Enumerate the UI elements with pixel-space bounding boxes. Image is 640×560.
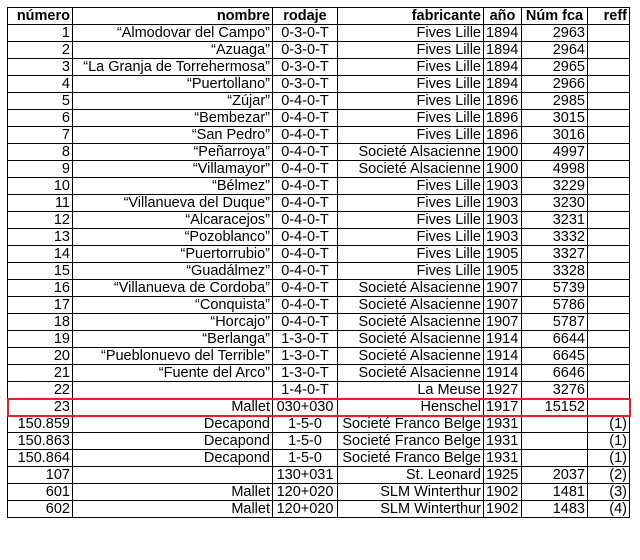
cell-fabricante: Societé Alsacienne bbox=[338, 144, 484, 161]
cell-fabricante: Fives Lille bbox=[338, 212, 484, 229]
header-anio: año bbox=[484, 8, 522, 25]
cell-fabricante: Fives Lille bbox=[338, 178, 484, 195]
cell-reff bbox=[588, 144, 630, 161]
cell-reff bbox=[588, 212, 630, 229]
cell-anio: 1914 bbox=[484, 365, 522, 382]
cell-numero: 107 bbox=[8, 467, 73, 484]
cell-anio: 1902 bbox=[484, 484, 522, 501]
cell-anio: 1902 bbox=[484, 501, 522, 518]
cell-anio: 1905 bbox=[484, 246, 522, 263]
cell-rodaje: 1-5-0 bbox=[273, 450, 338, 467]
cell-num_fca bbox=[522, 433, 588, 450]
cell-anio: 1896 bbox=[484, 127, 522, 144]
cell-reff bbox=[588, 382, 630, 399]
cell-num_fca bbox=[522, 450, 588, 467]
table-row bbox=[8, 331, 630, 348]
cell-num_fca: 1483 bbox=[522, 501, 588, 518]
cell-fabricante: Fives Lille bbox=[338, 93, 484, 110]
cell-numero: 6 bbox=[8, 110, 73, 127]
cell-rodaje: 0-3-0-T bbox=[273, 59, 338, 76]
header-row bbox=[8, 8, 630, 25]
cell-numero: 15 bbox=[8, 263, 73, 280]
cell-rodaje: 120+020 bbox=[273, 501, 338, 518]
cell-fabricante: Fives Lille bbox=[338, 59, 484, 76]
cell-reff bbox=[588, 76, 630, 93]
cell-anio: 1905 bbox=[484, 263, 522, 280]
locomotive-table-container bbox=[7, 7, 630, 518]
cell-fabricante: Fives Lille bbox=[338, 246, 484, 263]
table-row bbox=[8, 161, 630, 178]
cell-rodaje: 0-4-0-T bbox=[273, 161, 338, 178]
cell-anio: 1931 bbox=[484, 433, 522, 450]
cell-reff: (3) bbox=[588, 484, 630, 501]
cell-anio: 1894 bbox=[484, 59, 522, 76]
cell-num_fca: 2964 bbox=[522, 42, 588, 59]
table-row bbox=[8, 263, 630, 280]
cell-num_fca bbox=[522, 416, 588, 433]
cell-anio: 1900 bbox=[484, 144, 522, 161]
cell-anio: 1896 bbox=[484, 93, 522, 110]
cell-reff bbox=[588, 229, 630, 246]
table-row bbox=[8, 59, 630, 76]
cell-numero: 2 bbox=[8, 42, 73, 59]
cell-anio: 1903 bbox=[484, 195, 522, 212]
cell-reff bbox=[588, 280, 630, 297]
cell-num_fca: 3328 bbox=[522, 263, 588, 280]
cell-fabricante: Fives Lille bbox=[338, 25, 484, 42]
cell-num_fca: 4997 bbox=[522, 144, 588, 161]
cell-nombre bbox=[73, 382, 273, 399]
cell-reff bbox=[588, 161, 630, 178]
cell-num_fca: 2037 bbox=[522, 467, 588, 484]
cell-numero: 13 bbox=[8, 229, 73, 246]
cell-num_fca: 6644 bbox=[522, 331, 588, 348]
cell-reff bbox=[588, 25, 630, 42]
cell-num_fca: 4998 bbox=[522, 161, 588, 178]
cell-nombre: “Puertorrubio” bbox=[73, 246, 273, 263]
table-row bbox=[8, 399, 630, 416]
table-row bbox=[8, 212, 630, 229]
cell-rodaje: 0-4-0-T bbox=[273, 246, 338, 263]
cell-fabricante: Fives Lille bbox=[338, 42, 484, 59]
cell-num_fca: 5739 bbox=[522, 280, 588, 297]
table-row bbox=[8, 280, 630, 297]
cell-num_fca: 3332 bbox=[522, 229, 588, 246]
cell-numero: 3 bbox=[8, 59, 73, 76]
table-row bbox=[8, 501, 630, 518]
cell-reff bbox=[588, 263, 630, 280]
cell-nombre: Mallet bbox=[73, 484, 273, 501]
cell-nombre: “Zújar” bbox=[73, 93, 273, 110]
header-numero: número bbox=[8, 8, 73, 25]
cell-nombre: “Pueblonuevo del Terrible” bbox=[73, 348, 273, 365]
header-num-fca: Núm fca bbox=[522, 8, 588, 25]
cell-rodaje: 0-4-0-T bbox=[273, 195, 338, 212]
cell-nombre: “Alcaracejos” bbox=[73, 212, 273, 229]
cell-nombre: “La Granja de Torrehermosa” bbox=[73, 59, 273, 76]
cell-nombre: “Almodovar del Campo” bbox=[73, 25, 273, 42]
cell-reff bbox=[588, 127, 630, 144]
cell-num_fca: 3016 bbox=[522, 127, 588, 144]
table-row bbox=[8, 416, 630, 433]
table-row bbox=[8, 314, 630, 331]
cell-anio: 1925 bbox=[484, 467, 522, 484]
cell-reff bbox=[588, 178, 630, 195]
cell-nombre: Decapond bbox=[73, 433, 273, 450]
cell-anio: 1903 bbox=[484, 229, 522, 246]
cell-anio: 1907 bbox=[484, 280, 522, 297]
cell-fabricante: Fives Lille bbox=[338, 76, 484, 93]
cell-numero: 150.859 bbox=[8, 416, 73, 433]
cell-fabricante: Societé Alsacienne bbox=[338, 161, 484, 178]
cell-rodaje: 0-4-0-T bbox=[273, 144, 338, 161]
cell-numero: 20 bbox=[8, 348, 73, 365]
cell-reff bbox=[588, 110, 630, 127]
cell-numero: 150.863 bbox=[8, 433, 73, 450]
table-row bbox=[8, 25, 630, 42]
cell-rodaje: 0-4-0-T bbox=[273, 127, 338, 144]
cell-numero: 14 bbox=[8, 246, 73, 263]
cell-num_fca: 15152 bbox=[522, 399, 588, 416]
cell-fabricante: La Meuse bbox=[338, 382, 484, 399]
cell-numero: 12 bbox=[8, 212, 73, 229]
cell-num_fca: 2966 bbox=[522, 76, 588, 93]
cell-rodaje: 1-5-0 bbox=[273, 433, 338, 450]
cell-nombre: “Guadálmez” bbox=[73, 263, 273, 280]
cell-anio: 1914 bbox=[484, 348, 522, 365]
table-row bbox=[8, 433, 630, 450]
cell-rodaje: 0-3-0-T bbox=[273, 76, 338, 93]
cell-reff bbox=[588, 331, 630, 348]
locomotive-table bbox=[7, 7, 630, 518]
cell-numero: 16 bbox=[8, 280, 73, 297]
cell-nombre: “Villamayor” bbox=[73, 161, 273, 178]
cell-anio: 1917 bbox=[484, 399, 522, 416]
cell-numero: 5 bbox=[8, 93, 73, 110]
header-rodaje: rodaje bbox=[273, 8, 338, 25]
cell-nombre: “Horcajo” bbox=[73, 314, 273, 331]
cell-reff bbox=[588, 348, 630, 365]
cell-reff bbox=[588, 195, 630, 212]
cell-numero: 7 bbox=[8, 127, 73, 144]
header-reff: reff bbox=[588, 8, 630, 25]
cell-num_fca: 3327 bbox=[522, 246, 588, 263]
cell-nombre: “Villanueva del Duque” bbox=[73, 195, 273, 212]
cell-num_fca: 3015 bbox=[522, 110, 588, 127]
table-row bbox=[8, 348, 630, 365]
cell-reff bbox=[588, 297, 630, 314]
cell-rodaje: 1-5-0 bbox=[273, 416, 338, 433]
cell-nombre bbox=[73, 467, 273, 484]
cell-rodaje: 030+030 bbox=[273, 399, 338, 416]
cell-reff bbox=[588, 42, 630, 59]
cell-rodaje: 0-4-0-T bbox=[273, 229, 338, 246]
table-row bbox=[8, 178, 630, 195]
table-row bbox=[8, 297, 630, 314]
cell-nombre: “Berlanga” bbox=[73, 331, 273, 348]
cell-fabricante: Fives Lille bbox=[338, 229, 484, 246]
cell-rodaje: 0-3-0-T bbox=[273, 25, 338, 42]
cell-nombre: Decapond bbox=[73, 416, 273, 433]
cell-reff: (1) bbox=[588, 450, 630, 467]
cell-nombre: “Fuente del Arco” bbox=[73, 365, 273, 382]
cell-rodaje: 0-4-0-T bbox=[273, 314, 338, 331]
cell-reff: (1) bbox=[588, 416, 630, 433]
cell-rodaje: 0-4-0-T bbox=[273, 110, 338, 127]
cell-anio: 1894 bbox=[484, 76, 522, 93]
table-row bbox=[8, 110, 630, 127]
cell-numero: 19 bbox=[8, 331, 73, 348]
cell-fabricante: Societé Franco Belge bbox=[338, 416, 484, 433]
cell-num_fca: 2985 bbox=[522, 93, 588, 110]
cell-anio: 1931 bbox=[484, 416, 522, 433]
cell-nombre: Mallet bbox=[73, 501, 273, 518]
cell-numero: 11 bbox=[8, 195, 73, 212]
cell-anio: 1903 bbox=[484, 212, 522, 229]
table-row bbox=[8, 195, 630, 212]
cell-fabricante: St. Leonard bbox=[338, 467, 484, 484]
cell-rodaje: 1-4-0-T bbox=[273, 382, 338, 399]
cell-anio: 1914 bbox=[484, 331, 522, 348]
cell-rodaje: 1-3-0-T bbox=[273, 365, 338, 382]
cell-numero: 601 bbox=[8, 484, 73, 501]
cell-fabricante: Societé Alsacienne bbox=[338, 314, 484, 331]
cell-num_fca: 6645 bbox=[522, 348, 588, 365]
cell-rodaje: 0-3-0-T bbox=[273, 42, 338, 59]
cell-rodaje: 120+020 bbox=[273, 484, 338, 501]
cell-num_fca: 5787 bbox=[522, 314, 588, 331]
cell-numero: 602 bbox=[8, 501, 73, 518]
table-row bbox=[8, 382, 630, 399]
cell-anio: 1927 bbox=[484, 382, 522, 399]
cell-numero: 1 bbox=[8, 25, 73, 42]
cell-numero: 8 bbox=[8, 144, 73, 161]
cell-num_fca: 3231 bbox=[522, 212, 588, 229]
cell-fabricante: Societé Franco Belge bbox=[338, 450, 484, 467]
cell-fabricante: Societé Alsacienne bbox=[338, 365, 484, 382]
table-row bbox=[8, 365, 630, 382]
cell-numero: 21 bbox=[8, 365, 73, 382]
cell-rodaje: 0-4-0-T bbox=[273, 263, 338, 280]
table-row bbox=[8, 93, 630, 110]
cell-anio: 1900 bbox=[484, 161, 522, 178]
cell-rodaje: 0-4-0-T bbox=[273, 280, 338, 297]
cell-num_fca: 6646 bbox=[522, 365, 588, 382]
cell-num_fca: 3230 bbox=[522, 195, 588, 212]
cell-nombre: “Azuaga” bbox=[73, 42, 273, 59]
cell-fabricante: Fives Lille bbox=[338, 127, 484, 144]
table-row bbox=[8, 76, 630, 93]
cell-reff bbox=[588, 93, 630, 110]
cell-anio: 1931 bbox=[484, 450, 522, 467]
cell-nombre: “Bélmez” bbox=[73, 178, 273, 195]
table-row bbox=[8, 450, 630, 467]
cell-nombre: “Villanueva de Cordoba” bbox=[73, 280, 273, 297]
cell-rodaje: 1-3-0-T bbox=[273, 348, 338, 365]
cell-numero: 4 bbox=[8, 76, 73, 93]
cell-rodaje: 130+031 bbox=[273, 467, 338, 484]
cell-anio: 1903 bbox=[484, 178, 522, 195]
table-row bbox=[8, 484, 630, 501]
cell-num_fca: 3276 bbox=[522, 382, 588, 399]
cell-numero: 9 bbox=[8, 161, 73, 178]
table-row bbox=[8, 467, 630, 484]
cell-num_fca: 2965 bbox=[522, 59, 588, 76]
cell-fabricante: Societé Alsacienne bbox=[338, 280, 484, 297]
cell-numero: 22 bbox=[8, 382, 73, 399]
cell-anio: 1896 bbox=[484, 110, 522, 127]
cell-fabricante: Henschel bbox=[338, 399, 484, 416]
cell-rodaje: 1-3-0-T bbox=[273, 331, 338, 348]
cell-fabricante: Fives Lille bbox=[338, 263, 484, 280]
cell-reff: (4) bbox=[588, 501, 630, 518]
cell-fabricante: Societé Alsacienne bbox=[338, 331, 484, 348]
cell-reff bbox=[588, 59, 630, 76]
cell-numero: 17 bbox=[8, 297, 73, 314]
cell-nombre: Decapond bbox=[73, 450, 273, 467]
header-fabricante: fabricante bbox=[338, 8, 484, 25]
cell-reff bbox=[588, 365, 630, 382]
cell-fabricante: Fives Lille bbox=[338, 110, 484, 127]
cell-reff: (1) bbox=[588, 433, 630, 450]
header-nombre: nombre bbox=[73, 8, 273, 25]
cell-nombre: “Bembezar” bbox=[73, 110, 273, 127]
cell-nombre: Mallet bbox=[73, 399, 273, 416]
cell-numero: 150.864 bbox=[8, 450, 73, 467]
cell-num_fca: 1481 bbox=[522, 484, 588, 501]
cell-fabricante: Societé Franco Belge bbox=[338, 433, 484, 450]
cell-anio: 1907 bbox=[484, 297, 522, 314]
cell-rodaje: 0-4-0-T bbox=[273, 212, 338, 229]
cell-anio: 1894 bbox=[484, 25, 522, 42]
table-row bbox=[8, 229, 630, 246]
table-row bbox=[8, 42, 630, 59]
cell-fabricante: Societé Alsacienne bbox=[338, 297, 484, 314]
cell-numero: 10 bbox=[8, 178, 73, 195]
cell-num_fca: 5786 bbox=[522, 297, 588, 314]
cell-reff bbox=[588, 314, 630, 331]
cell-anio: 1894 bbox=[484, 42, 522, 59]
cell-rodaje: 0-4-0-T bbox=[273, 178, 338, 195]
cell-nombre: “San Pedro” bbox=[73, 127, 273, 144]
table-row bbox=[8, 144, 630, 161]
cell-fabricante: SLM Winterthur bbox=[338, 501, 484, 518]
cell-numero: 23 bbox=[8, 399, 73, 416]
cell-fabricante: Fives Lille bbox=[338, 195, 484, 212]
cell-nombre: “Peñarroya” bbox=[73, 144, 273, 161]
cell-reff bbox=[588, 399, 630, 416]
cell-reff bbox=[588, 246, 630, 263]
cell-rodaje: 0-4-0-T bbox=[273, 93, 338, 110]
cell-num_fca: 2963 bbox=[522, 25, 588, 42]
cell-nombre: “Pozoblanco” bbox=[73, 229, 273, 246]
table-body bbox=[8, 25, 630, 518]
cell-nombre: “Puertollano” bbox=[73, 76, 273, 93]
cell-num_fca: 3229 bbox=[522, 178, 588, 195]
table-row bbox=[8, 246, 630, 263]
cell-anio: 1907 bbox=[484, 314, 522, 331]
cell-rodaje: 0-4-0-T bbox=[273, 297, 338, 314]
cell-numero: 18 bbox=[8, 314, 73, 331]
cell-nombre: “Conquista” bbox=[73, 297, 273, 314]
cell-fabricante: SLM Winterthur bbox=[338, 484, 484, 501]
cell-reff: (2) bbox=[588, 467, 630, 484]
cell-fabricante: Societé Alsacienne bbox=[338, 348, 484, 365]
table-row bbox=[8, 127, 630, 144]
